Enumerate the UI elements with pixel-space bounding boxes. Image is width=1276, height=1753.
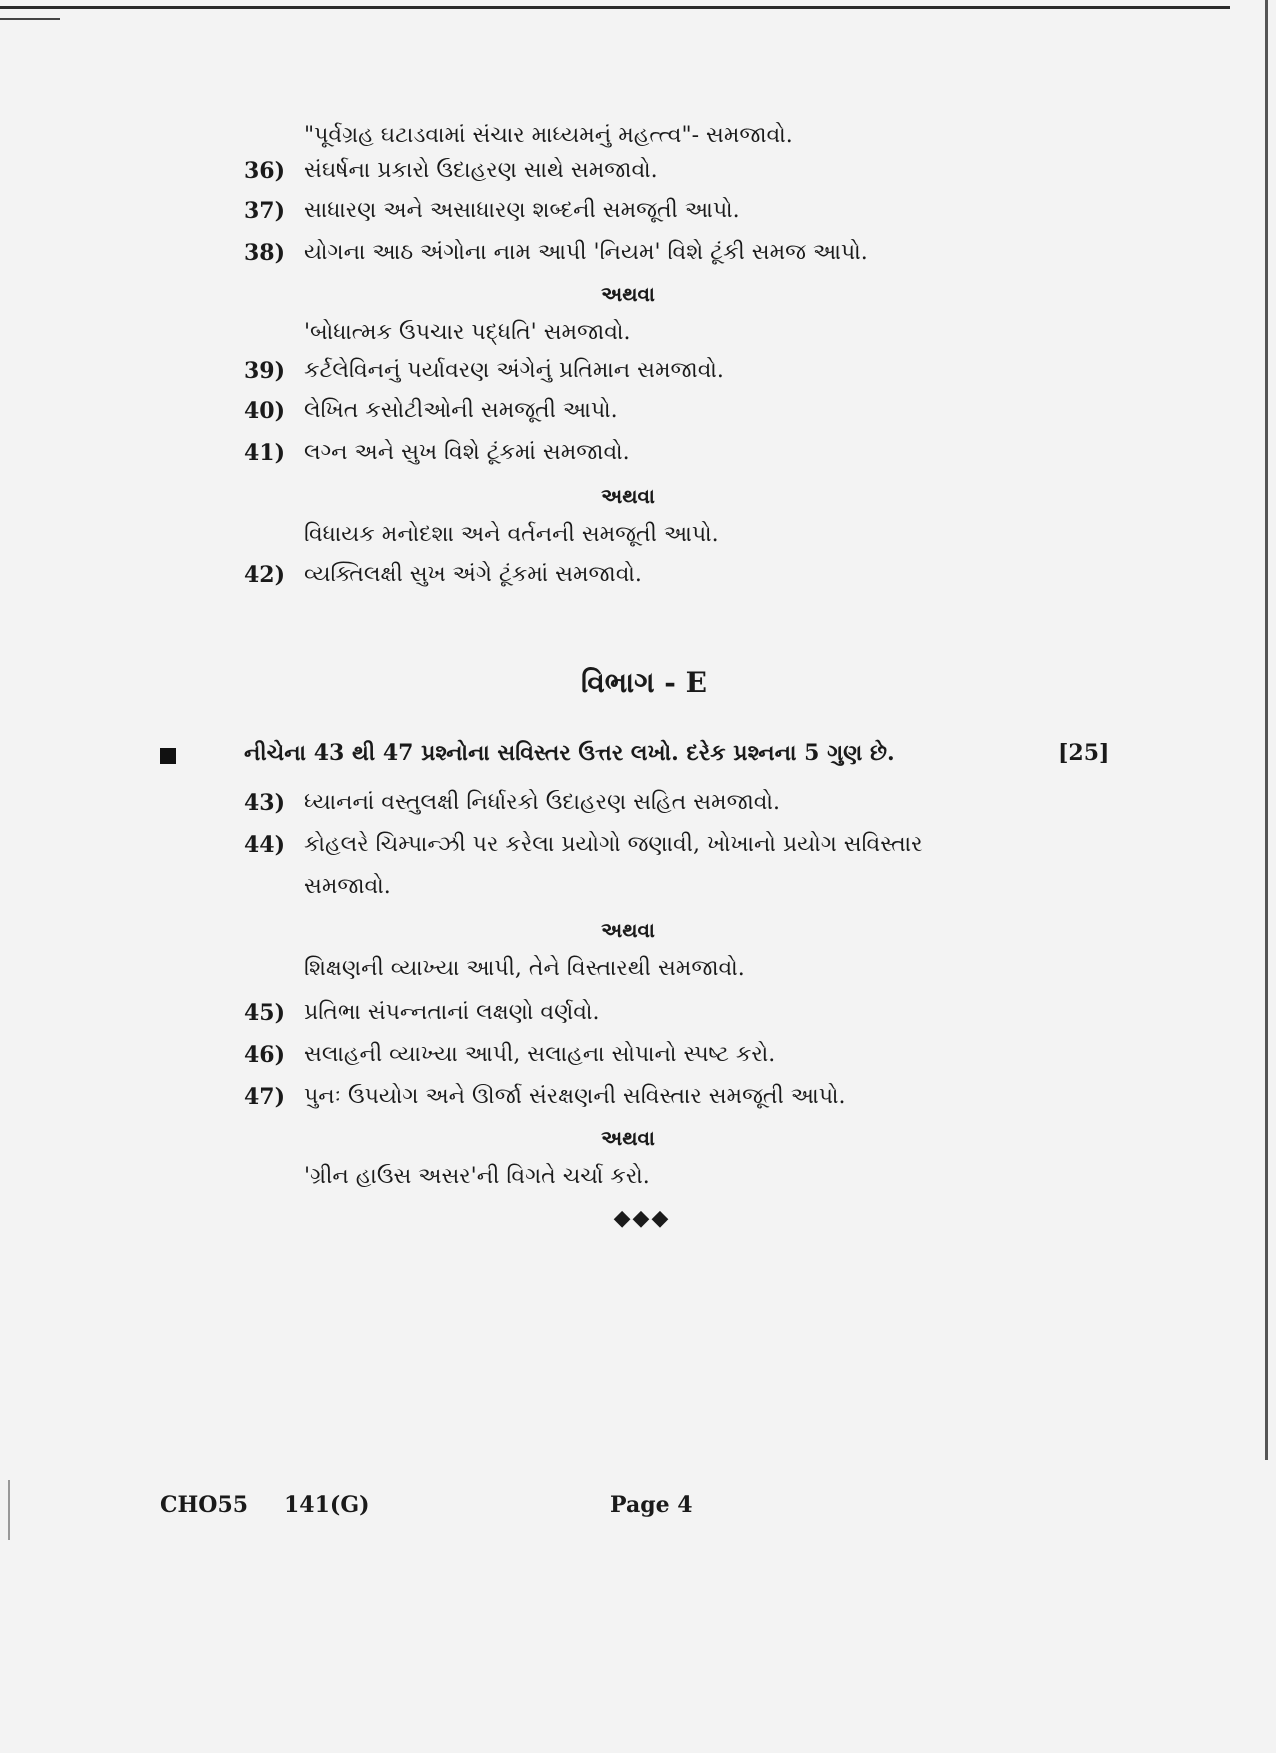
question-41-text: લગ્ન અને સુખ વિશે ટૂંકમાં સમજાવો. bbox=[304, 440, 630, 465]
question-37-text: સાધારણ અને અસાધારણ શબ્દની સમજૂતી આપો. bbox=[304, 198, 740, 223]
question-39-text: કર્ટલેવિનનું પર્યાવરણ અંગેનું પ્રતિમાન સમજાવો. bbox=[304, 358, 724, 383]
question-37-number: 37) bbox=[244, 198, 286, 224]
footer-code: CHO55 bbox=[160, 1492, 249, 1518]
question-44-number: 44) bbox=[244, 832, 286, 858]
question-47-text: પુનઃ ઉપયોગ અને ઊર્જા સંરક્ષણની સવિસ્તાર સમજૂતી આપો. bbox=[304, 1084, 846, 1109]
question-44-text: કોહલરે ચિમ્પાન્ઝી પર કરેલા પ્રયોગો જણાવી, ખોખાનો પ્રયોગ સવિસ્તાર bbox=[304, 832, 923, 857]
page-edge-left-mark bbox=[8, 1480, 10, 1540]
question-44-text-continued: સમજાવો. bbox=[304, 874, 391, 899]
question-38-number: 38) bbox=[244, 240, 286, 266]
question-42-text: વ્યક્તિલક્ષી સુખ અંગે ટૂંકમાં સમજાવો. bbox=[304, 562, 642, 587]
question-36-text: સંઘર્ષના પ્રકારો ઉદાહરણ સાથે સમજાવો. bbox=[304, 158, 658, 183]
page-edge-right bbox=[1265, 0, 1268, 1460]
question-40-text: લેખિત કસોટીઓની સમજૂતી આપો. bbox=[304, 398, 618, 423]
question-41-number: 41) bbox=[244, 440, 286, 466]
or-label: અથવા bbox=[601, 484, 655, 508]
question-36-number: 36) bbox=[244, 158, 286, 184]
question-38-text: યોગના આઠ અંગોના નામ આપી 'નિયમ' વિશે ટૂંકી સમજ આપો. bbox=[304, 240, 868, 265]
question-46-text: સલાહની વ્યાખ્યા આપી, સલાહના સોપાનો સ્પષ્ટ કરો. bbox=[304, 1042, 776, 1067]
footer-paper-number: 141(G) bbox=[284, 1492, 370, 1518]
question-40-number: 40) bbox=[244, 398, 286, 424]
or-label: અથવા bbox=[601, 918, 655, 942]
question-47-number: 47) bbox=[244, 1084, 286, 1110]
question-39-number: 39) bbox=[244, 358, 286, 384]
question-46-number: 46) bbox=[244, 1042, 286, 1068]
section-instruction: નીચેના 43 થી 47 પ્રશ્નોના સવિસ્તર ઉત્તર લખો. દરેક પ્રશ્નના 5 ગુણ છે. bbox=[244, 740, 895, 766]
question-47-alternative: 'ગ્રીન હાઉસ અસર'ની વિગતે ચર્ચા કરો. bbox=[304, 1164, 650, 1189]
top-rule bbox=[0, 6, 1230, 9]
or-label: અથવા bbox=[601, 1126, 655, 1150]
section-title: વિભાગ - E bbox=[581, 666, 707, 699]
footer-page-number: Page 4 bbox=[610, 1492, 693, 1518]
question-43-text: ધ્યાનનાં વસ્તુલક્ષી નિર્ધારકો ઉદાહરણ સહિત સમજાવો. bbox=[304, 790, 780, 815]
question-44-alternative: શિક્ષણની વ્યાખ્યા આપી, તેને વિસ્તારથી સમજાવો. bbox=[304, 956, 745, 981]
section-marks: [25] bbox=[1058, 740, 1110, 766]
question-45-number: 45) bbox=[244, 1000, 286, 1026]
top-rule-short bbox=[0, 18, 60, 20]
end-of-paper-mark: ◆◆◆ bbox=[613, 1206, 671, 1231]
question-43-number: 43) bbox=[244, 790, 286, 816]
bullet-square-icon bbox=[160, 748, 176, 764]
question-45-text: પ્રતિભા સંપન્નતાનાં લક્ષણો વર્ણવો. bbox=[304, 1000, 600, 1025]
question-41-alternative: વિધાયક મનોદશા અને વર્તનની સમજૂતી આપો. bbox=[304, 522, 719, 547]
question-42-number: 42) bbox=[244, 562, 286, 588]
or-label: અથવા bbox=[601, 282, 655, 306]
question-38-alternative: 'બોધાત્મક ઉપચાર પદ્ધતિ' સમજાવો. bbox=[304, 320, 631, 345]
continuation-question: "પૂર્વગ્રહ ઘટાડવામાં સંચાર માધ્યમનું મહત્ત્વ"- સમજાવો. bbox=[304, 123, 793, 148]
